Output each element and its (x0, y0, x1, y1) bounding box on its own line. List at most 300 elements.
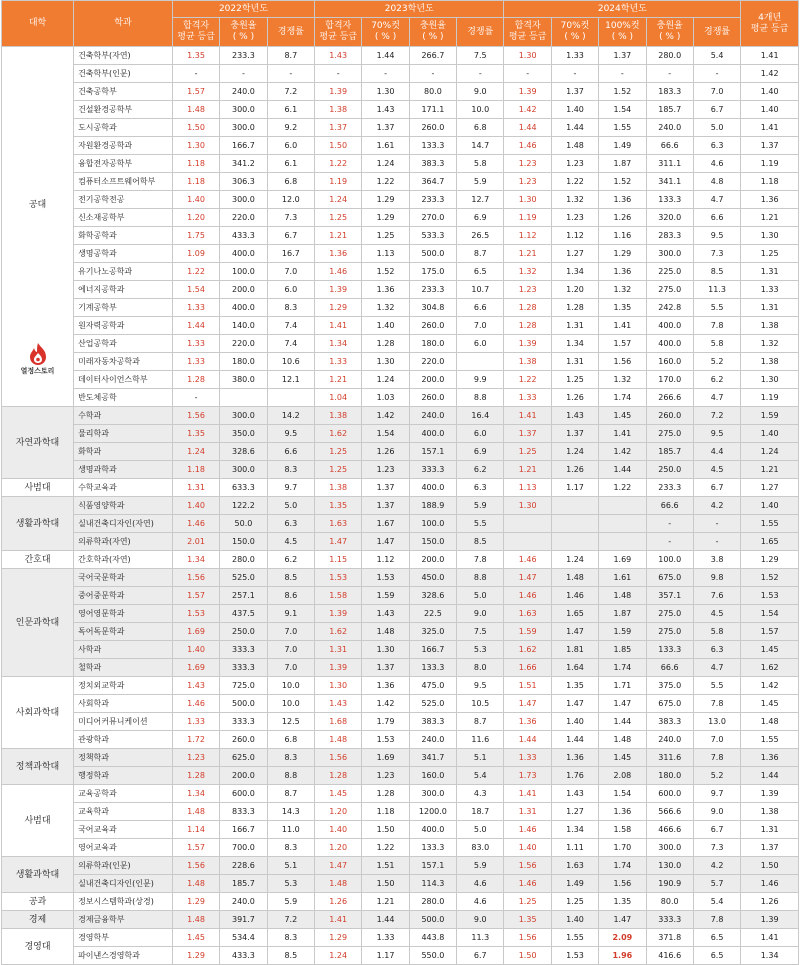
value-cell: 600.0 (220, 785, 267, 803)
table-row (2, 137, 799, 155)
value-cell: 1.30 (315, 677, 362, 695)
value-cell: 1.79 (362, 713, 409, 731)
value-cell: 1.27 (551, 803, 598, 821)
value-cell: 1.31 (741, 821, 799, 839)
value-cell: 304.8 (409, 299, 456, 317)
value-cell: 18.7 (457, 803, 504, 821)
dept-cell: 경영학부 (74, 929, 173, 947)
value-cell: 1.19 (741, 389, 799, 407)
value-cell: 10.0 (267, 695, 314, 713)
table-row (2, 425, 799, 443)
col-2022: 2022학년도 (172, 1, 314, 18)
value-cell: 1.12 (551, 227, 598, 245)
value-cell: 6.5 (693, 947, 740, 965)
value-cell: 1.42 (741, 677, 799, 695)
table-row (2, 335, 799, 353)
table-row (2, 281, 799, 299)
value-cell: 475.0 (409, 677, 456, 695)
value-cell: 260.0 (409, 119, 456, 137)
value-cell: 1.36 (551, 749, 598, 767)
value-cell (551, 515, 598, 533)
value-cell: 183.3 (646, 83, 693, 101)
value-cell: 450.0 (409, 569, 456, 587)
table-row (2, 227, 799, 245)
value-cell: 1.44 (362, 47, 409, 65)
value-cell: 8.3 (267, 839, 314, 857)
value-cell: 26.5 (457, 227, 504, 245)
value-cell: 150.0 (220, 533, 267, 551)
sub-comp: 경쟁률 (267, 18, 314, 47)
table-row (2, 191, 799, 209)
value-cell: 383.3 (646, 713, 693, 731)
value-cell: 1.43 (362, 605, 409, 623)
value-cell: 3.8 (693, 551, 740, 569)
value-cell: 2.09 (599, 929, 646, 947)
value-cell: 1.42 (362, 407, 409, 425)
value-cell: 300.0 (220, 101, 267, 119)
dept-cell: 간호학과(자연) (74, 551, 173, 569)
value-cell: 1.48 (551, 137, 598, 155)
value-cell: 1.21 (362, 893, 409, 911)
value-cell: 1.30 (172, 137, 219, 155)
value-cell: 233.3 (646, 479, 693, 497)
logo-text: 열정스토리 (20, 367, 55, 375)
value-cell: 400.0 (646, 335, 693, 353)
value-cell: 7.0 (267, 641, 314, 659)
value-cell: 6.3 (267, 515, 314, 533)
value-cell: 1.28 (504, 317, 551, 335)
value-cell: 9.0 (457, 83, 504, 101)
value-cell: 5.5 (693, 677, 740, 695)
value-cell: 1.33 (551, 47, 598, 65)
dept-cell: 도시공학과 (74, 119, 173, 137)
dept-cell: 생명과학과 (74, 461, 173, 479)
value-cell: 1.18 (172, 173, 219, 191)
table-row (2, 47, 799, 65)
value-cell: 1.43 (315, 695, 362, 713)
value-cell: - (409, 65, 456, 83)
value-cell: 1.28 (172, 371, 219, 389)
value-cell: 5.1 (457, 749, 504, 767)
table-row (2, 263, 799, 281)
value-cell: 1.53 (315, 569, 362, 587)
value-cell: 443.8 (409, 929, 456, 947)
value-cell (457, 353, 504, 371)
value-cell: 1.68 (315, 713, 362, 731)
value-cell: 171.1 (409, 101, 456, 119)
value-cell: 228.6 (220, 857, 267, 875)
value-cell: 166.7 (409, 641, 456, 659)
value-cell: 1.29 (172, 893, 219, 911)
value-cell: 1.24 (741, 443, 799, 461)
value-cell: 1.23 (362, 461, 409, 479)
value-cell: 1.31 (315, 641, 362, 659)
value-cell: 300.0 (646, 839, 693, 857)
value-cell: - (172, 65, 219, 83)
value-cell: 1.53 (551, 947, 598, 965)
value-cell: 1.47 (551, 623, 598, 641)
value-cell: 300.0 (409, 785, 456, 803)
value-cell: 1.35 (551, 677, 598, 695)
value-cell: 4.5 (693, 461, 740, 479)
value-cell: 1.28 (315, 767, 362, 785)
value-cell: 1.29 (315, 299, 362, 317)
univ-cell (2, 929, 74, 965)
value-cell: 7.0 (267, 623, 314, 641)
value-cell: 4.3 (457, 785, 504, 803)
value-cell: 8.3 (267, 461, 314, 479)
value-cell: 1.37 (315, 119, 362, 137)
value-cell: 1.44 (504, 119, 551, 137)
dept-cell: 영어교육과 (74, 839, 173, 857)
value-cell: 1.62 (504, 641, 551, 659)
value-cell: 1.46 (315, 263, 362, 281)
value-cell: 9.8 (693, 569, 740, 587)
value-cell: 1.18 (741, 173, 799, 191)
value-cell: 1.65 (741, 533, 799, 551)
value-cell: 1.47 (362, 533, 409, 551)
dept-cell: 실내건축디자인(인문) (74, 875, 173, 893)
table-row (2, 839, 799, 857)
value-cell: 1.71 (599, 677, 646, 695)
value-cell: 5.0 (457, 587, 504, 605)
value-cell: 1.40 (741, 497, 799, 515)
value-cell: 1.13 (504, 479, 551, 497)
value-cell: 533.3 (409, 227, 456, 245)
univ-cell (2, 749, 74, 785)
value-cell: 1.26 (599, 209, 646, 227)
table-row (2, 461, 799, 479)
value-cell: 1.62 (315, 623, 362, 641)
value-cell: 1.54 (172, 281, 219, 299)
value-cell: 1.36 (599, 263, 646, 281)
value-cell: 333.3 (220, 641, 267, 659)
value-cell: 1.53 (362, 731, 409, 749)
value-cell: 1.32 (504, 263, 551, 281)
table-row (2, 821, 799, 839)
value-cell: 300.0 (220, 407, 267, 425)
value-cell: 250.0 (220, 623, 267, 641)
value-cell: 1.41 (504, 407, 551, 425)
value-cell: 7.6 (693, 587, 740, 605)
value-cell: 1.30 (504, 47, 551, 65)
value-cell: 1.29 (362, 191, 409, 209)
value-cell: 240.0 (220, 83, 267, 101)
value-cell: 311.1 (646, 155, 693, 173)
value-cell: 5.7 (693, 875, 740, 893)
value-cell: 1.38 (741, 803, 799, 821)
dept-cell: 건축학부(인문) (74, 65, 173, 83)
value-cell: 16.4 (457, 407, 504, 425)
value-cell: 7.4 (267, 335, 314, 353)
value-cell: 1.41 (741, 47, 799, 65)
value-cell: 1.40 (172, 641, 219, 659)
table-row (2, 893, 799, 911)
value-cell: 10.6 (267, 353, 314, 371)
value-cell: 1.56 (599, 875, 646, 893)
value-cell: 1.19 (315, 173, 362, 191)
value-cell: 1.45 (741, 641, 799, 659)
value-cell: 8.5 (457, 533, 504, 551)
value-cell: 1.40 (504, 839, 551, 857)
value-cell: 1.53 (741, 587, 799, 605)
col-univ: 대학 (2, 1, 74, 47)
value-cell: 1.41 (599, 317, 646, 335)
value-cell: 1.48 (172, 911, 219, 929)
value-cell: - (504, 65, 551, 83)
value-cell: 1.21 (504, 461, 551, 479)
value-cell: 1.47 (504, 695, 551, 713)
value-cell: 1.56 (504, 929, 551, 947)
value-cell: 275.0 (646, 605, 693, 623)
value-cell: 5.4 (693, 47, 740, 65)
value-cell: 1.12 (362, 551, 409, 569)
value-cell: 1.36 (599, 803, 646, 821)
value-cell: 1.57 (172, 839, 219, 857)
value-cell: 1.28 (362, 335, 409, 353)
value-cell: 1.47 (551, 695, 598, 713)
value-cell: 1.18 (362, 803, 409, 821)
value-cell: 12.7 (457, 191, 504, 209)
value-cell: 1.21 (315, 371, 362, 389)
value-cell: 1.48 (315, 875, 362, 893)
value-cell (504, 515, 551, 533)
value-cell (220, 389, 267, 407)
value-cell: 600.0 (646, 785, 693, 803)
value-cell: 1.81 (551, 641, 598, 659)
value-cell: 9.5 (693, 425, 740, 443)
univ-cell (2, 551, 74, 569)
value-cell: 5.4 (457, 767, 504, 785)
value-cell: 1.33 (172, 353, 219, 371)
table-row (2, 857, 799, 875)
value-cell: 200.0 (220, 281, 267, 299)
value-cell: 4.5 (693, 605, 740, 623)
value-cell: 311.6 (646, 749, 693, 767)
value-cell: 1.54 (362, 425, 409, 443)
value-cell: 6.7 (267, 227, 314, 245)
value-cell: 341.2 (220, 155, 267, 173)
value-cell: 1.58 (599, 821, 646, 839)
value-cell: 10.7 (457, 281, 504, 299)
value-cell: 240.0 (409, 731, 456, 749)
value-cell: 7.5 (457, 623, 504, 641)
value-cell: 1.33 (504, 749, 551, 767)
table-row (2, 533, 799, 551)
value-cell: 1.69 (599, 551, 646, 569)
value-cell: 5.5 (693, 299, 740, 317)
value-cell: 5.3 (267, 875, 314, 893)
dept-cell: 영어영문학과 (74, 605, 173, 623)
univ-label: 간호대 (24, 554, 51, 565)
value-cell: 1.44 (551, 731, 598, 749)
value-cell: 233.3 (220, 47, 267, 65)
value-cell: 1.25 (315, 443, 362, 461)
value-cell: 625.0 (220, 749, 267, 767)
value-cell: 275.0 (646, 281, 693, 299)
value-cell: 1.33 (315, 353, 362, 371)
value-cell: 1.37 (362, 119, 409, 137)
value-cell: 114.3 (409, 875, 456, 893)
value-cell: 1.44 (504, 731, 551, 749)
table-row (2, 371, 799, 389)
value-cell: 1.23 (504, 281, 551, 299)
value-cell: - (646, 515, 693, 533)
value-cell: 1.40 (172, 497, 219, 515)
dept-cell: 실내건축디자인(자연) (74, 515, 173, 533)
value-cell: 1.57 (172, 587, 219, 605)
value-cell: 566.6 (646, 803, 693, 821)
value-cell: 233.3 (409, 281, 456, 299)
value-cell: 1.65 (551, 605, 598, 623)
value-cell: 4.5 (267, 533, 314, 551)
value-cell: 10.0 (267, 677, 314, 695)
value-cell: 1.22 (362, 839, 409, 857)
value-cell: - (693, 65, 740, 83)
value-cell: 1.25 (504, 443, 551, 461)
value-cell: 5.8 (693, 623, 740, 641)
value-cell: 1.25 (551, 893, 598, 911)
table-row (2, 605, 799, 623)
value-cell: 1.39 (315, 659, 362, 677)
value-cell: 1.39 (504, 83, 551, 101)
value-cell: 1.23 (172, 749, 219, 767)
value-cell: 9.9 (457, 371, 504, 389)
value-cell: 5.9 (457, 857, 504, 875)
value-cell: 166.7 (220, 821, 267, 839)
value-cell: 140.0 (220, 317, 267, 335)
value-cell: 1.28 (172, 767, 219, 785)
value-cell: 1.26 (362, 443, 409, 461)
value-cell: 466.6 (646, 821, 693, 839)
value-cell: 4.7 (693, 389, 740, 407)
dept-cell: 기계공학부 (74, 299, 173, 317)
value-cell: 1.12 (504, 227, 551, 245)
value-cell: 9.2 (267, 119, 314, 137)
value-cell: 6.0 (267, 281, 314, 299)
value-cell: 1.48 (362, 623, 409, 641)
table-row (2, 299, 799, 317)
value-cell: 7.8 (457, 551, 504, 569)
value-cell: 1.30 (741, 227, 799, 245)
value-cell: 66.6 (646, 659, 693, 677)
value-cell: 9.7 (267, 479, 314, 497)
value-cell: 1.55 (551, 929, 598, 947)
value-cell: 1.22 (551, 173, 598, 191)
value-cell: 364.7 (409, 173, 456, 191)
value-cell: 150.0 (409, 533, 456, 551)
value-cell: 383.3 (409, 713, 456, 731)
sub-avg-grade: 합격자 평균 등급 (172, 18, 219, 47)
value-cell: 1.03 (362, 389, 409, 407)
value-cell: 1.59 (741, 407, 799, 425)
value-cell: 1.26 (315, 893, 362, 911)
value-cell: 371.8 (646, 929, 693, 947)
value-cell: 4.4 (693, 443, 740, 461)
value-cell: 1.23 (504, 155, 551, 173)
value-cell: 1.21 (504, 245, 551, 263)
value-cell: 275.0 (646, 623, 693, 641)
dept-cell: 식품영양학과 (74, 497, 173, 515)
value-cell: 240.0 (220, 893, 267, 911)
value-cell: 1.46 (172, 515, 219, 533)
table-row (2, 695, 799, 713)
dept-cell: 수학과 (74, 407, 173, 425)
value-cell: 1.51 (504, 677, 551, 695)
table-row (2, 767, 799, 785)
value-cell: 1.52 (599, 83, 646, 101)
value-cell: 1.36 (741, 749, 799, 767)
value-cell: 525.0 (409, 695, 456, 713)
value-cell: 5.0 (267, 497, 314, 515)
value-cell: 1.23 (551, 209, 598, 227)
value-cell: 1.31 (172, 479, 219, 497)
value-cell: 1.30 (362, 353, 409, 371)
value-cell: - (646, 65, 693, 83)
dept-cell: 미디어커뮤니케이션 (74, 713, 173, 731)
value-cell: 1.44 (362, 911, 409, 929)
value-cell: 2.01 (172, 533, 219, 551)
value-cell: 240.0 (409, 407, 456, 425)
value-cell: 1.74 (599, 857, 646, 875)
value-cell: 1.25 (315, 209, 362, 227)
table-row (2, 65, 799, 83)
dept-cell: 건설환경공학부 (74, 101, 173, 119)
value-cell: 400.0 (220, 245, 267, 263)
value-cell: 1.48 (599, 587, 646, 605)
value-cell: 6.3 (693, 641, 740, 659)
value-cell: 1.56 (172, 407, 219, 425)
value-cell: 4.7 (693, 659, 740, 677)
value-cell: 220.0 (220, 335, 267, 353)
value-cell: 1.41 (315, 317, 362, 335)
value-cell: 5.2 (693, 767, 740, 785)
value-cell: 1.50 (315, 137, 362, 155)
sub-avg-grade: 합격자 평균 등급 (504, 18, 551, 47)
value-cell: 1.69 (362, 749, 409, 767)
value-cell: 1.56 (599, 353, 646, 371)
univ-label: 공과 (28, 896, 47, 907)
value-cell: 1.45 (172, 929, 219, 947)
dept-cell: 융합전자공학부 (74, 155, 173, 173)
value-cell: 157.1 (409, 443, 456, 461)
table-row (2, 407, 799, 425)
value-cell: 1.23 (504, 173, 551, 191)
value-cell: 1.30 (504, 191, 551, 209)
value-cell: 1.40 (362, 317, 409, 335)
value-cell: 260.0 (409, 317, 456, 335)
value-cell: 1.41 (599, 425, 646, 443)
value-cell: 1.64 (551, 659, 598, 677)
value-cell: 400.0 (646, 317, 693, 335)
value-cell: 233.3 (409, 191, 456, 209)
table-row (2, 479, 799, 497)
value-cell: 11.0 (267, 821, 314, 839)
value-cell: 133.3 (409, 137, 456, 155)
value-cell: 9.7 (693, 785, 740, 803)
univ-label: 경영대 (24, 941, 51, 952)
value-cell: 525.0 (220, 569, 267, 587)
table-row (2, 209, 799, 227)
value-cell: 8.7 (267, 785, 314, 803)
value-cell: 6.2 (457, 461, 504, 479)
value-cell: 1.34 (172, 785, 219, 803)
dept-cell: 생명공학과 (74, 245, 173, 263)
value-cell: - (457, 65, 504, 83)
value-cell: 240.0 (646, 119, 693, 137)
value-cell: 1.53 (172, 605, 219, 623)
value-cell: 1.21 (315, 227, 362, 245)
